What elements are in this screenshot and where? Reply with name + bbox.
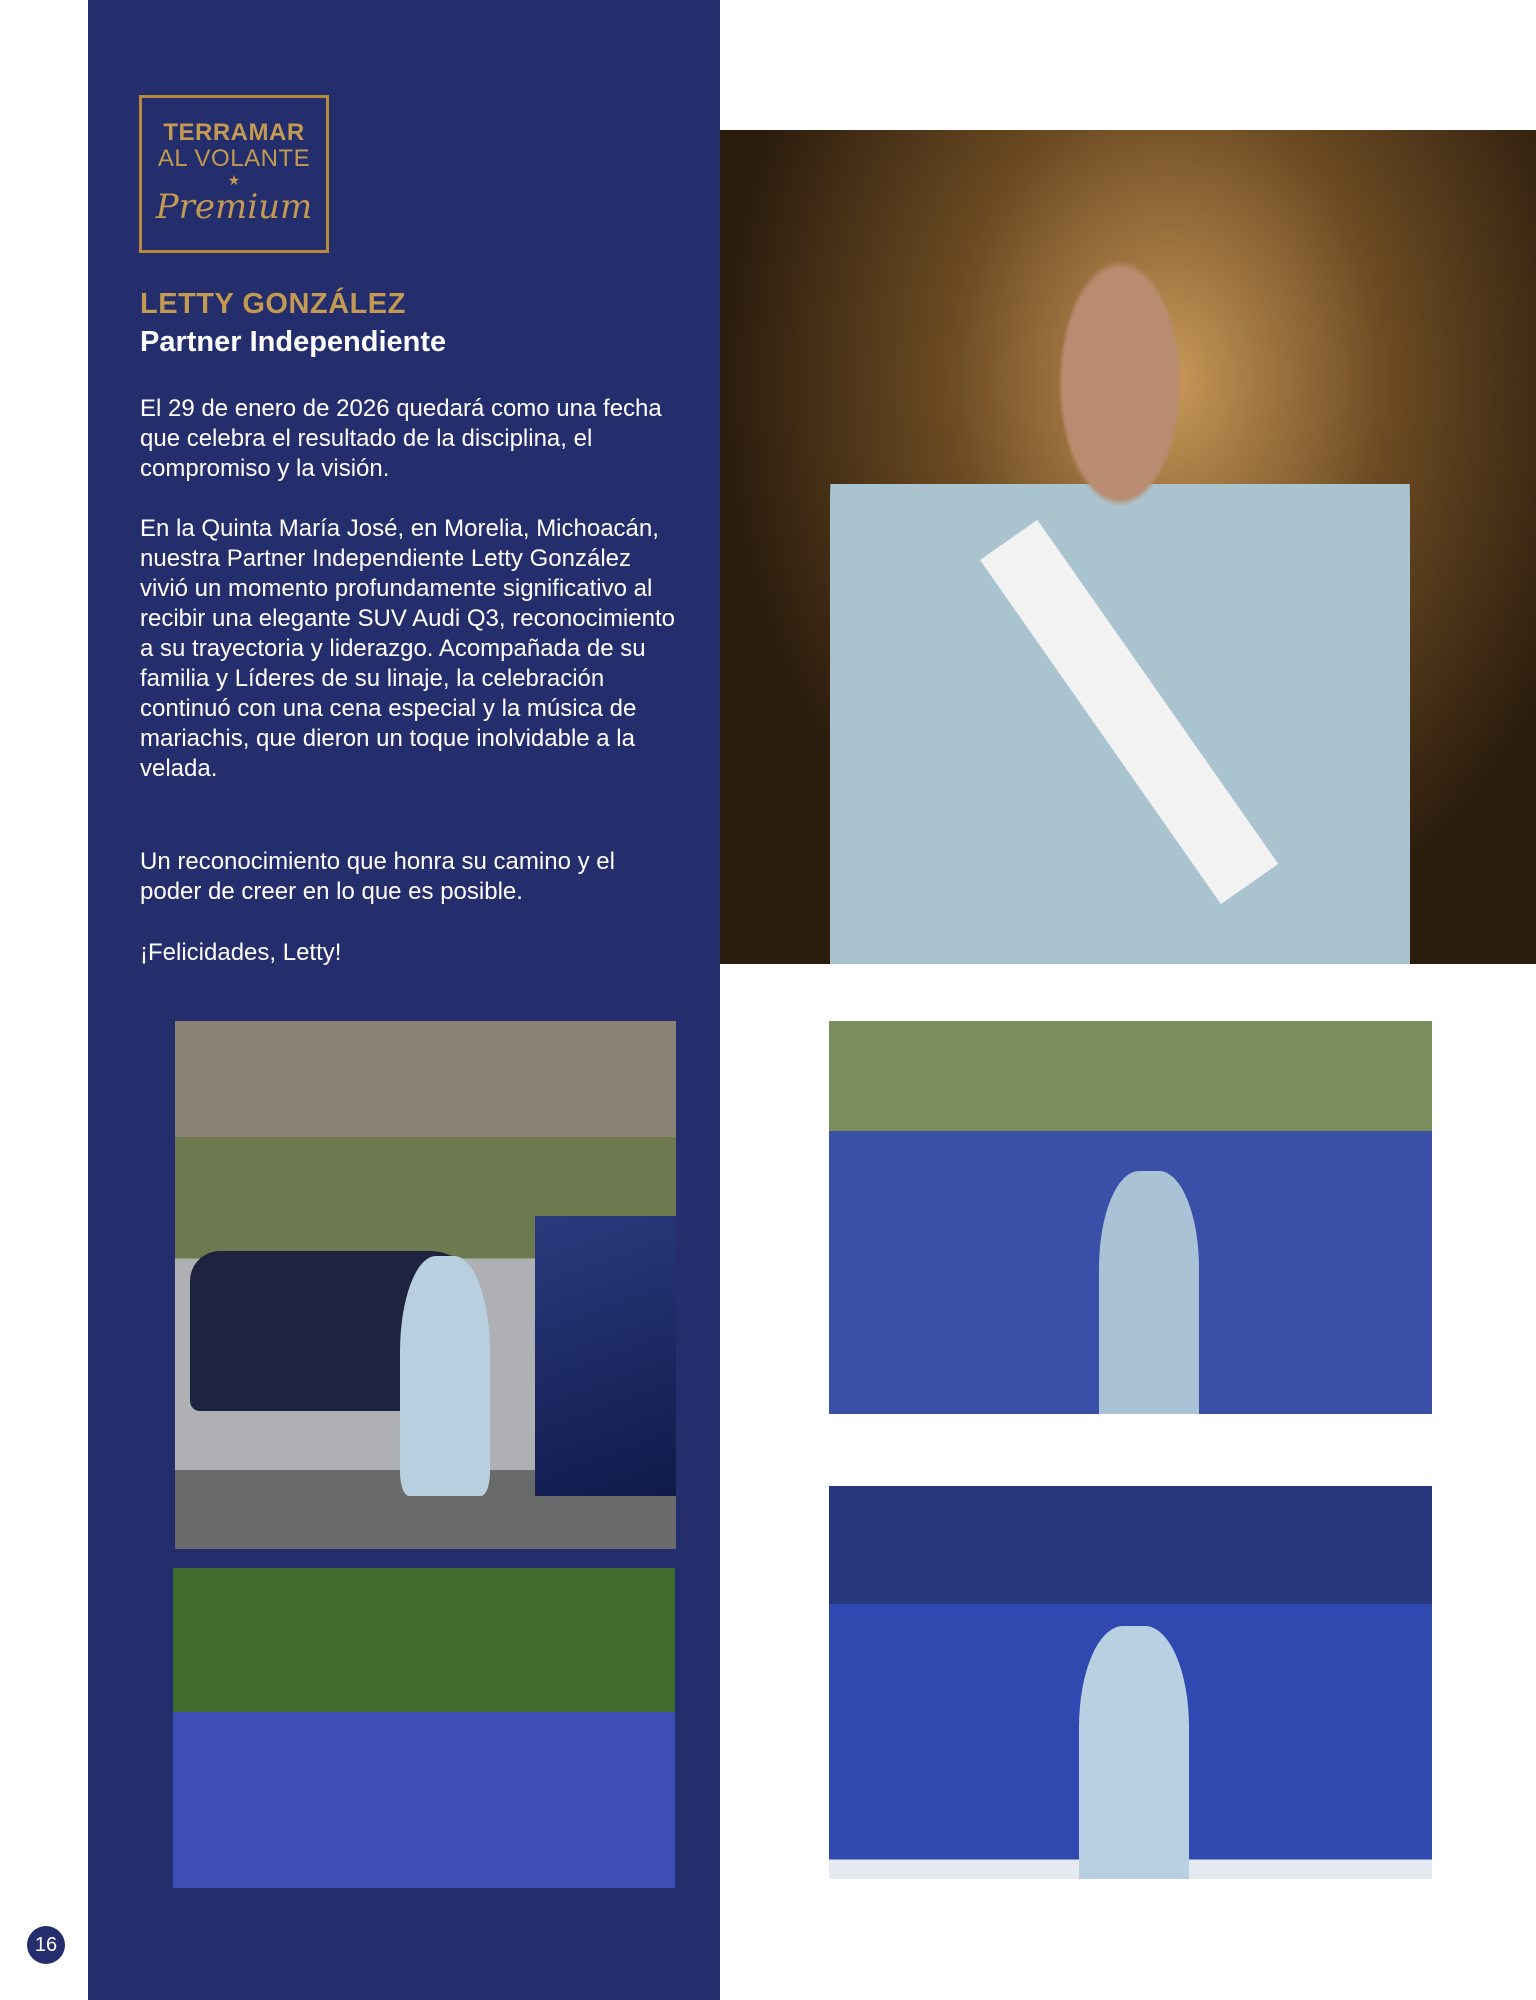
portrait-figure xyxy=(830,190,1410,964)
car-photo-backdrop xyxy=(535,1216,676,1496)
article-paragraph-4: ¡Felicidades, Letty! xyxy=(140,939,342,966)
profile-role: Partner Independiente xyxy=(140,326,447,358)
portrait-photo xyxy=(720,130,1536,964)
page-number-badge: 16 xyxy=(27,1926,65,1964)
article-paragraph-3: Un reconocimiento que honra su camino y el poder de creer en lo que es posible. xyxy=(140,848,615,905)
group-hug-photo xyxy=(173,1568,675,1888)
car-presentation-photo xyxy=(175,1021,676,1549)
stage-celebration-photo xyxy=(829,1486,1432,1879)
logo-line-premium: Premium xyxy=(155,187,313,227)
article-paragraph-1: El 29 de enero de 2026 quedará como una fecha que celebra el resultado de la disciplina, el compromiso y la visión. xyxy=(140,395,662,482)
stage-photo-honoree xyxy=(1079,1626,1189,1879)
logo-star-icon: ★ xyxy=(227,172,241,188)
group-photo-honoree xyxy=(1099,1171,1199,1414)
article-paragraph-2: En la Quinta María José, en Morelia, Michoacán, nuestra Partner Independiente Letty González vivió un momento profundamente significativo al recibir una elegante SUV Audi Q3, reconocimiento a su trayectoria y liderazgo. Acompañada de su familia y Líderes de su linaje, la celebración continuó con una cena especial y la música de mariachis, que dieron un toque inolvidable a la velada. xyxy=(140,515,675,782)
group-celebration-photo xyxy=(829,1021,1432,1414)
car-photo-figure xyxy=(400,1256,490,1496)
profile-name: LETTY GONZÁLEZ xyxy=(140,288,406,320)
logo-line-al-volante: AL VOLANTE xyxy=(157,145,311,172)
terramar-al-volante-premium-logo xyxy=(139,95,329,253)
logo-line-terramar: TERRAMAR xyxy=(163,119,305,146)
